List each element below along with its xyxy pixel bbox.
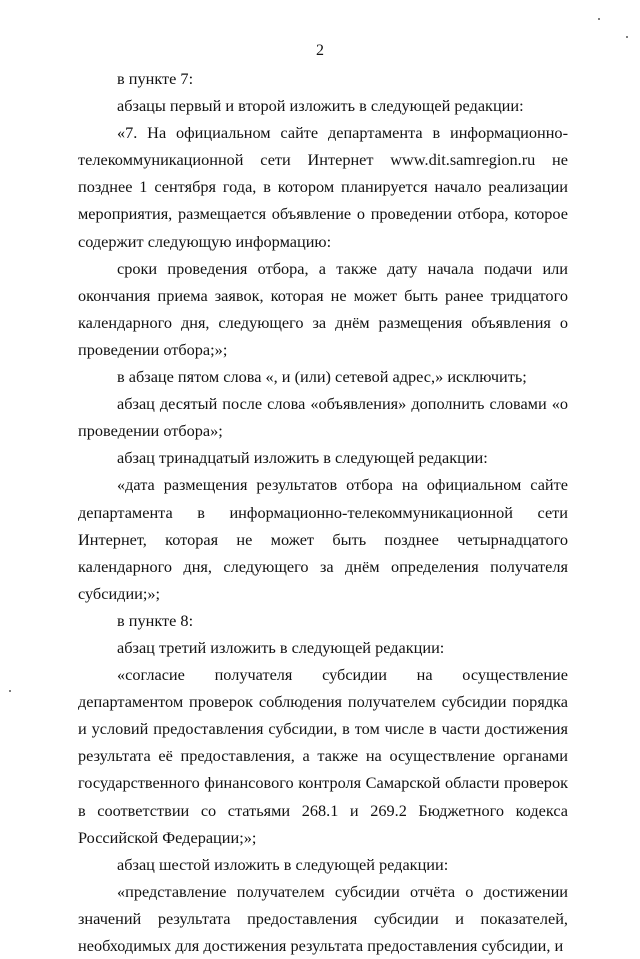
paragraph: сроки проведения отбора, а также дату начала подачи или окончания приема заявок, которая не может быть ранее тридцатого календарного дня, следующего за днём размещения объявления о проведении отбора;»; [78, 258, 568, 359]
paragraph: в пункте 8: [117, 610, 194, 630]
scan-speck [9, 690, 11, 692]
paragraph: в абзаце пятом слова «, и (или) сетевой адрес,» исключить; [117, 367, 527, 387]
paragraph: «согласие получателя субсидии на осуществление департаментом проверок соблюдения получателем субсидии порядка и условий предоставления субсидии, в том числе в части достижения результата её предоставления, а также на осуществление органами государственного финансового контроля Самарской области проверок в соответствии со статьями 268.1 и 269.2 Бюджетного кодекса Российской Федерации;»; [78, 665, 568, 847]
paragraph: абзац тринадцатый изложить в следующей редакции: [117, 448, 488, 468]
paragraph: «представление получателем субсидии отчёта о достижении значений результата предоставления субсидии и показателей, необходимых для достижения результата предоставления субсидии, и [78, 881, 568, 955]
scan-speck [626, 36, 628, 38]
paragraph: абзац третий изложить в следующей редакции: [117, 637, 445, 657]
paragraph: абзац шестой изложить в следующей редакции: [117, 854, 449, 874]
page-number: 2 [316, 42, 324, 59]
document-body [78, 65, 568, 959]
paragraph: «дата размещения результатов отбора на официальном сайте департамента в информационно-телекоммуникационной сети Интернет, которая не может быть позднее четырнадцатого календарного дня, следующего за днём определения получателя субсидии;»; [78, 475, 568, 603]
paragraph: в пункте 7: [117, 69, 194, 88]
scan-speck [598, 18, 600, 20]
paragraph: абзац десятый после слова «объявления» дополнить словами «о проведении отбора»; [78, 394, 568, 441]
paragraph: «7. На официальном сайте департамента в информационно-телекоммуникационной сети Интернет www.dit.samregion.ru не позднее 1 сентября года, в котором планируется начало реализации мероприятия, размещается объявление о проведении отбора, которое содержит следующую информацию: [78, 123, 568, 251]
paragraph: абзацы первый и второй изложить в следующей редакции: [117, 96, 524, 116]
